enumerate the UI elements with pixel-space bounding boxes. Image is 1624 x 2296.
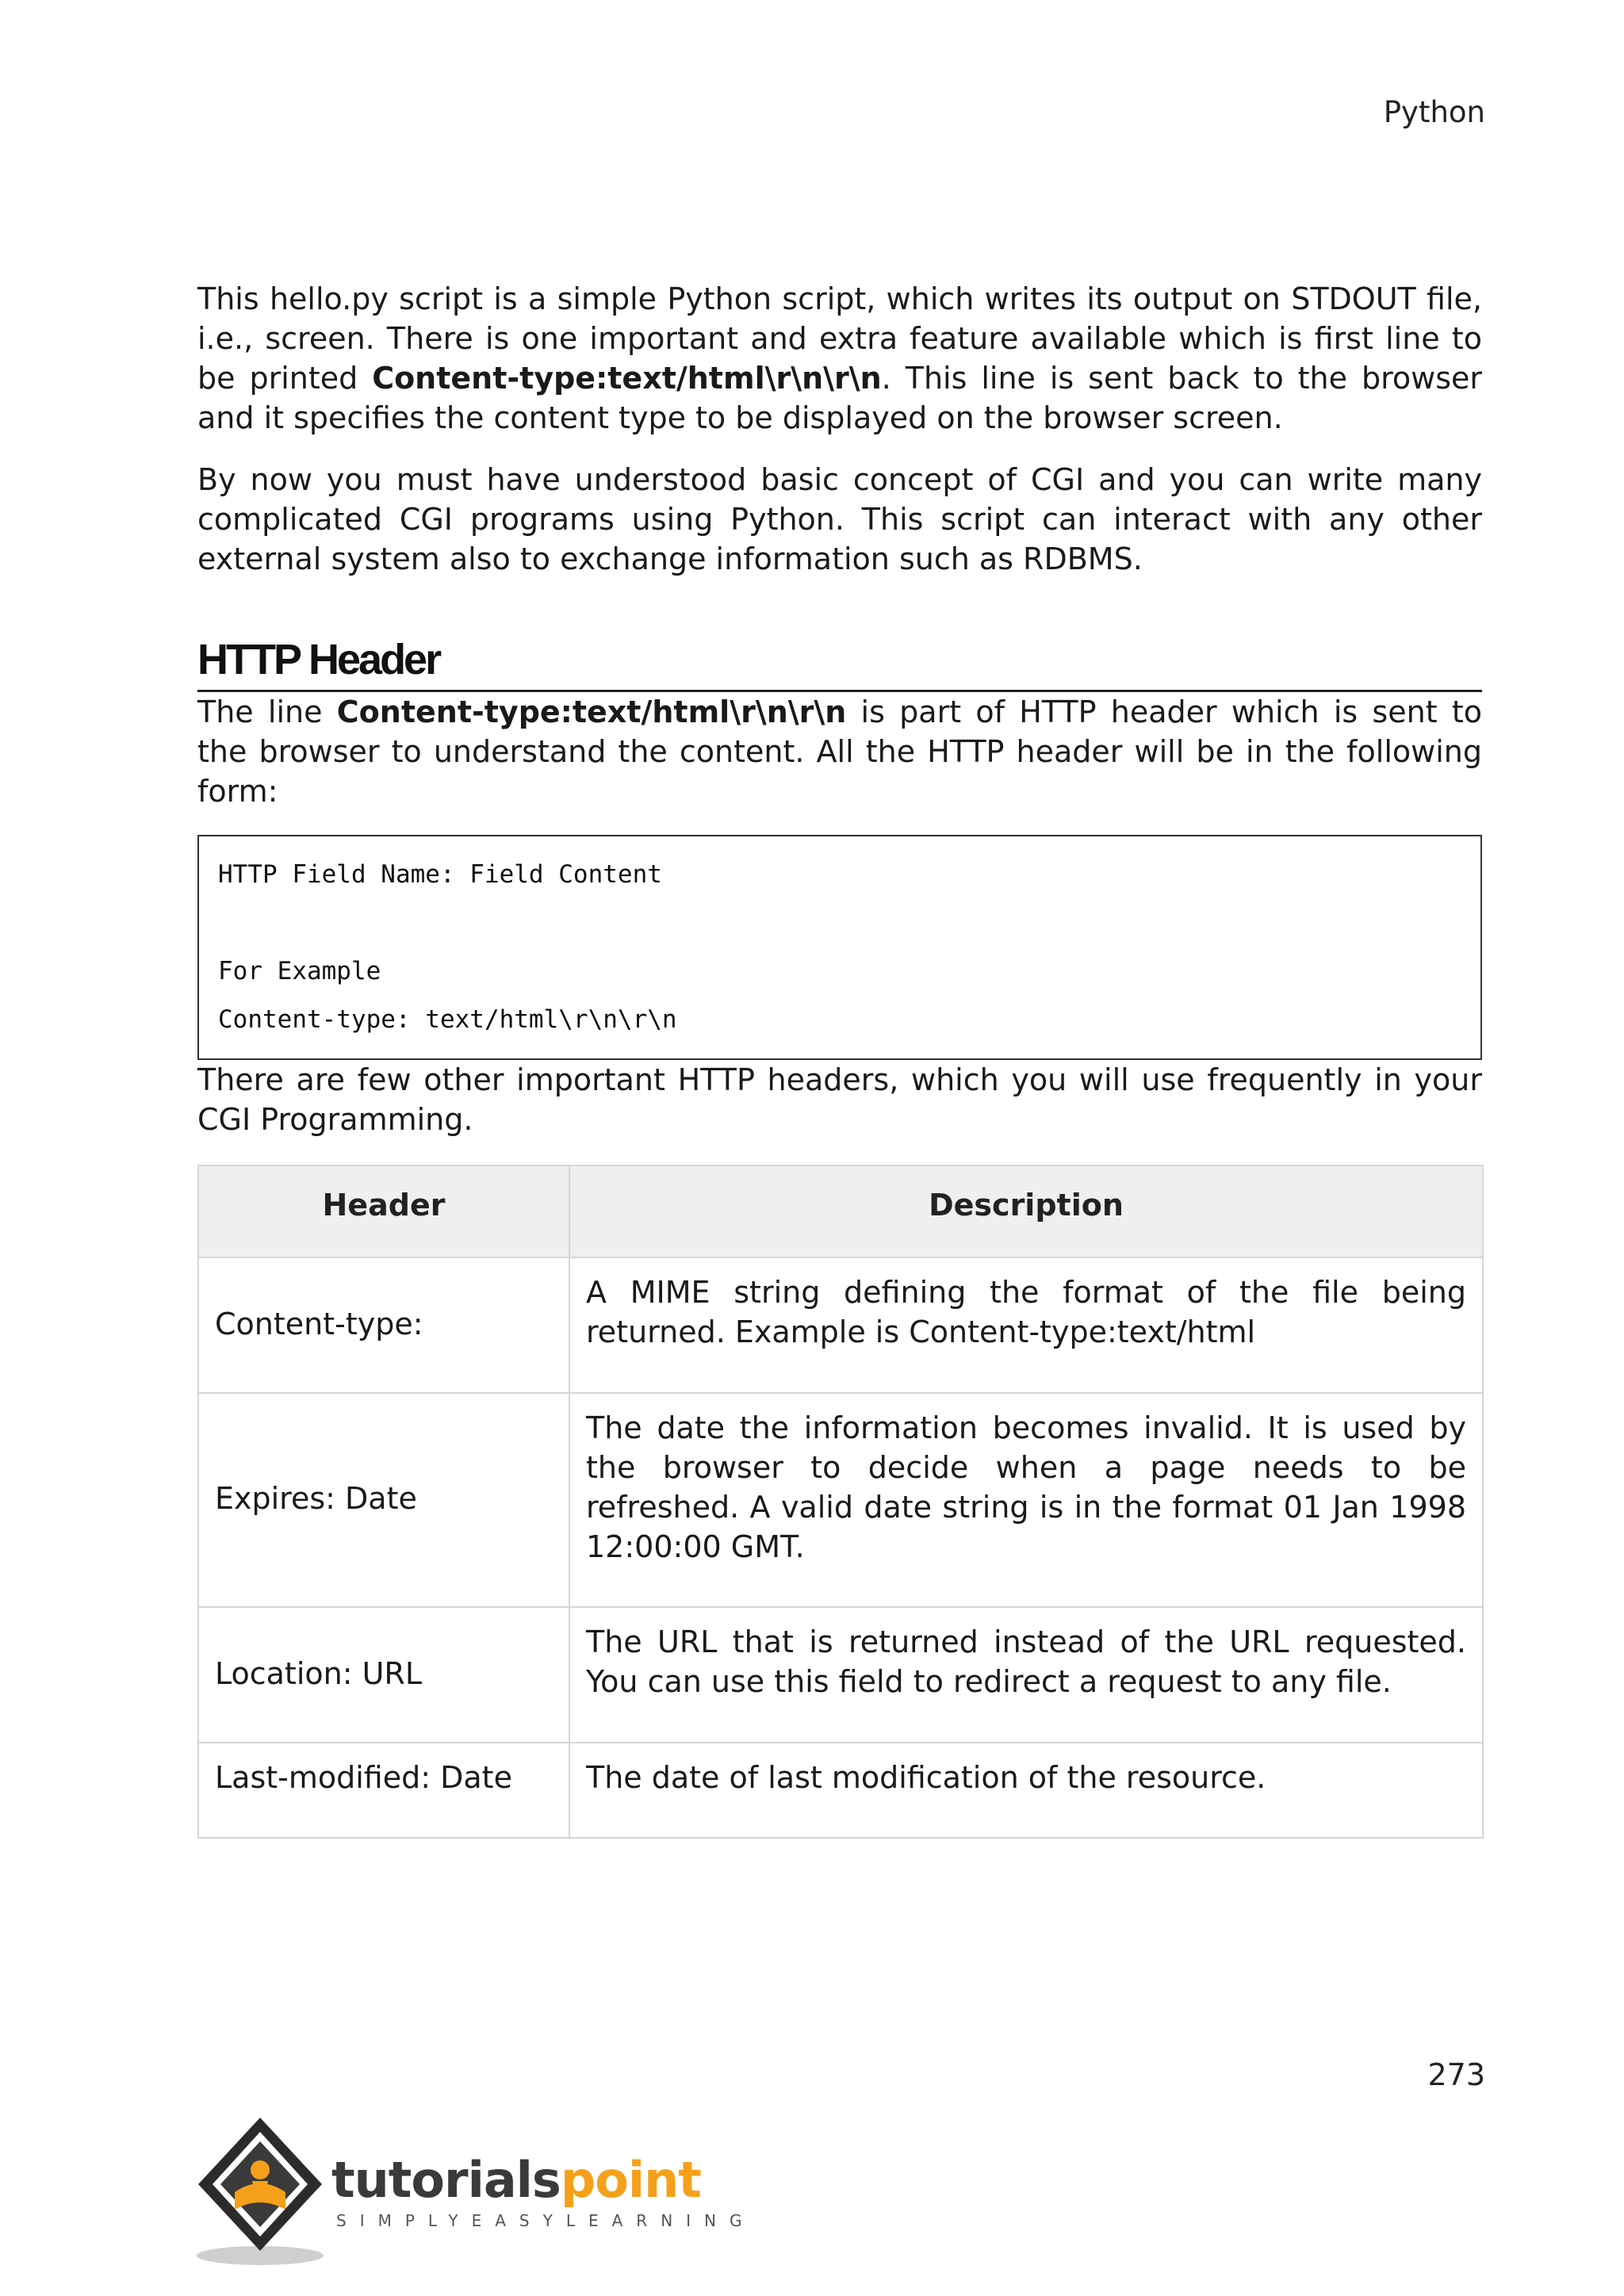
section-text-a: The line [197,695,337,729]
table-header-row [198,1165,1483,1257]
table-row [198,1257,1483,1393]
intro-paragraph-2: By now you must have understood basic concept of CGI and you can write many complicated CGI programs using Python. This script can interact with any other external system also to exchange information such as RDBMS. [197,462,1482,576]
table-row [198,1393,1483,1607]
section-text-b: is part of HTTP header which is sent to the browser to understand the content. All the HTTP header will be in the following form: [197,695,1482,809]
section-title: HTTP Header [197,636,440,683]
logo-word-point: point [560,2151,701,2209]
code-line-3: Content-type: text/html\r\n\r\n [218,1005,677,1034]
header-name-cell: Content-type: [198,1257,569,1393]
page-number: 273 [1427,2057,1485,2092]
header-name-cell: Expires: Date [198,1393,569,1607]
http-headers-table [197,1165,1484,1839]
intro-paragraph-1 [197,279,1482,438]
page-content [197,279,1482,1839]
header-name-cell: Last-modified: Date [198,1743,569,1838]
header-description-cell: A MIME string defining the format of the file being returned. Example is Content-type:text/html [569,1257,1483,1393]
logo-word-tutorials: tutorials [331,2151,561,2209]
logo-tagline: SIMPLYEASYLEARNING [336,2211,756,2230]
section-heading-block [197,634,1482,692]
table-row [198,1607,1483,1743]
table-row [198,1743,1483,1838]
header-name-cell: Location: URL [198,1607,569,1743]
header-description-cell: The date the information becomes invalid. It is used by the browser to decide when a page needs to be refreshed. A valid date string is in the format 01 Jan 1998 12:00:00 GMT. [569,1393,1483,1607]
section-paragraph-1 [197,692,1482,811]
header-description-cell: The URL that is returned instead of the URL requested. You can use this field to redirect a request to any file. [569,1607,1483,1743]
column-header-header: Header [198,1165,569,1257]
section-paragraph-2: There are few other important HTTP headers, which you will use frequently in your CGI Programming. [197,1062,1482,1137]
tutorialspoint-logo [190,2113,756,2271]
code-block [197,835,1482,1060]
section-bold-code: Content-type:text/html\r\n\r\n [336,695,847,729]
header-description-cell: The date of last modification of the resource. [569,1743,1483,1838]
logo-wordmark [331,2152,701,2208]
logo-emblem-icon [190,2113,333,2271]
code-line-1: HTTP Field Name: Field Content [218,860,662,889]
intro-text-a: This hello.py script is a simple Python script, which writes its output on STDOUT file, i.e., screen. There is one important and extra feature available which is first line to be printed [197,281,1482,396]
column-header-description: Description [569,1165,1483,1257]
intro-text-b: . This line is sent back to the browser and it specifies the content type to be displayed on the browser screen. [197,361,1482,435]
running-header: Python [1383,95,1485,129]
code-line-2: For Example [218,957,381,985]
intro-bold-code: Content-type:text/html\r\n\r\n [372,361,882,396]
